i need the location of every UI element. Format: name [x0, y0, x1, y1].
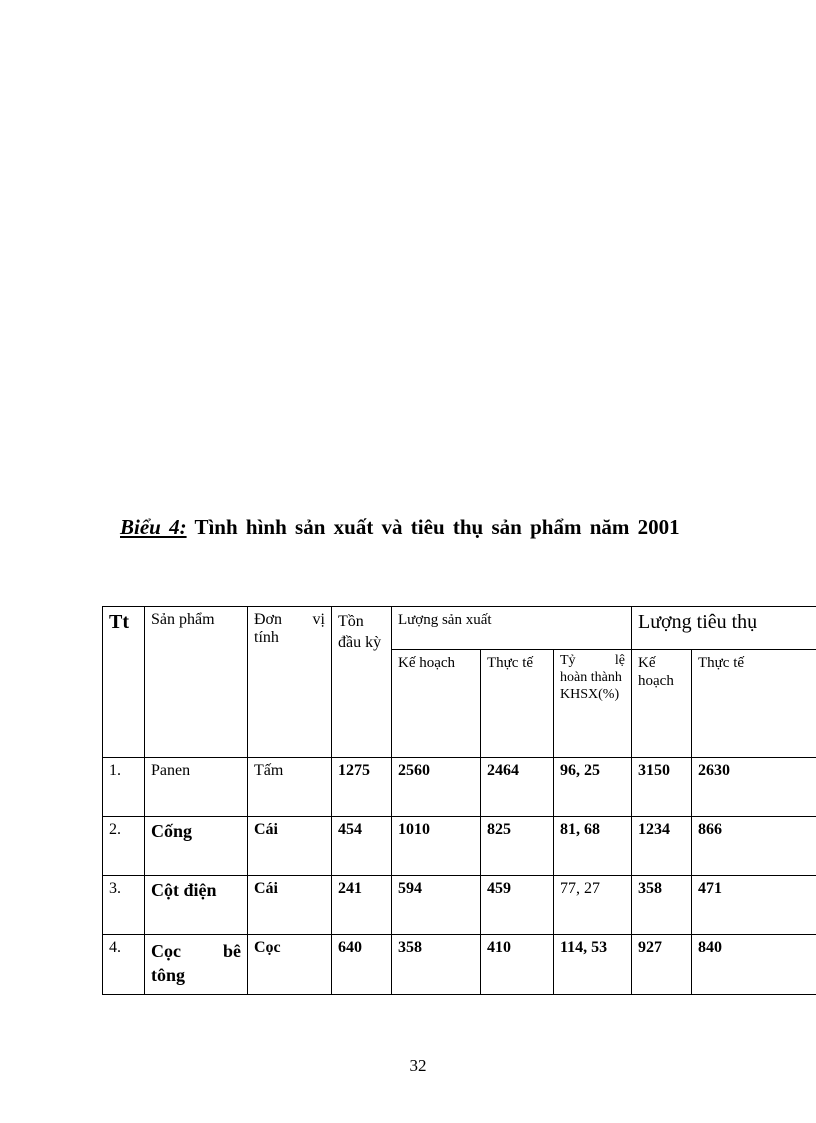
row-product-word3: tông: [151, 965, 186, 985]
table-row: [103, 935, 816, 995]
header-product: Sản phẩm: [145, 607, 248, 758]
row-tt: 2.: [103, 817, 145, 876]
header-unit-word1: Đơn: [254, 611, 283, 628]
row-tt: 1.: [103, 758, 145, 817]
table-caption: [120, 512, 700, 542]
row-cons-actual: 471: [692, 876, 816, 935]
row-cons-plan: 927: [632, 935, 692, 995]
table-row: [103, 876, 816, 935]
row-tt: 3.: [103, 876, 145, 935]
row-product: Cột điện: [145, 876, 248, 935]
row-prod-plan: 1010: [392, 817, 481, 876]
row-unit: Tấm: [248, 758, 332, 817]
header-unit: [248, 607, 332, 758]
header-opening: Tồn đầu kỳ: [332, 607, 392, 758]
row-unit: Cái: [248, 817, 332, 876]
page-number: 32: [409, 1056, 427, 1075]
row-opening: 454: [332, 817, 392, 876]
row-cons-plan: 358: [632, 876, 692, 935]
header-row-1: [103, 607, 816, 650]
header-completion-word2: lệ: [614, 653, 625, 668]
row-completion: 114, 53: [554, 935, 632, 995]
row-unit: Cái: [248, 876, 332, 935]
header-production-group: Lượng sản xuất: [392, 607, 632, 650]
header-prod-actual: Thực tế: [481, 650, 554, 758]
table-row: [103, 758, 816, 817]
row-cons-actual: 840: [692, 935, 816, 995]
row-product-word2: bê: [223, 941, 241, 961]
row-product: [145, 935, 248, 995]
header-completion-rest: hoàn thành KHSX(%): [560, 670, 622, 702]
row-tt: 4.: [103, 935, 145, 995]
row-cons-plan: 3150: [632, 758, 692, 817]
row-product: Cống: [145, 817, 248, 876]
row-unit: Cọc: [248, 935, 332, 995]
row-product-word1: Cọc: [151, 941, 181, 961]
row-cons-actual: 2630: [692, 758, 816, 817]
header-unit-word2: vị: [312, 611, 325, 628]
row-cons-actual: 866: [692, 817, 816, 876]
row-completion: 96, 25: [554, 758, 632, 817]
header-cons-plan: Kế hoạch: [632, 650, 692, 758]
row-completion: 81, 68: [554, 817, 632, 876]
caption-label: Biểu 4:: [120, 515, 187, 539]
header-prod-plan: Kế hoạch: [392, 650, 481, 758]
header-completion-word1: Tỷ: [560, 653, 576, 668]
row-opening: 241: [332, 876, 392, 935]
row-prod-plan: 594: [392, 876, 481, 935]
row-prod-actual: 2464: [481, 758, 554, 817]
row-cons-plan: 1234: [632, 817, 692, 876]
header-tt: Tt: [103, 607, 145, 758]
header-unit-word3: tính: [254, 629, 279, 646]
row-product: Panen: [145, 758, 248, 817]
row-prod-plan: 358: [392, 935, 481, 995]
row-completion: 77, 27: [554, 876, 632, 935]
row-prod-plan: 2560: [392, 758, 481, 817]
header-completion-rate: [554, 650, 632, 758]
row-prod-actual: 825: [481, 817, 554, 876]
header-cons-actual: Thực tế: [692, 650, 816, 758]
caption-text: Tình hình sản xuất và tiêu thụ sản phẩm năm 2001: [186, 515, 680, 539]
production-table: [102, 606, 816, 995]
table-row: [103, 817, 816, 876]
row-opening: 640: [332, 935, 392, 995]
row-opening: 1275: [332, 758, 392, 817]
row-prod-actual: 410: [481, 935, 554, 995]
row-prod-actual: 459: [481, 876, 554, 935]
header-consumption-group: Lượng tiêu thụ: [632, 607, 816, 650]
